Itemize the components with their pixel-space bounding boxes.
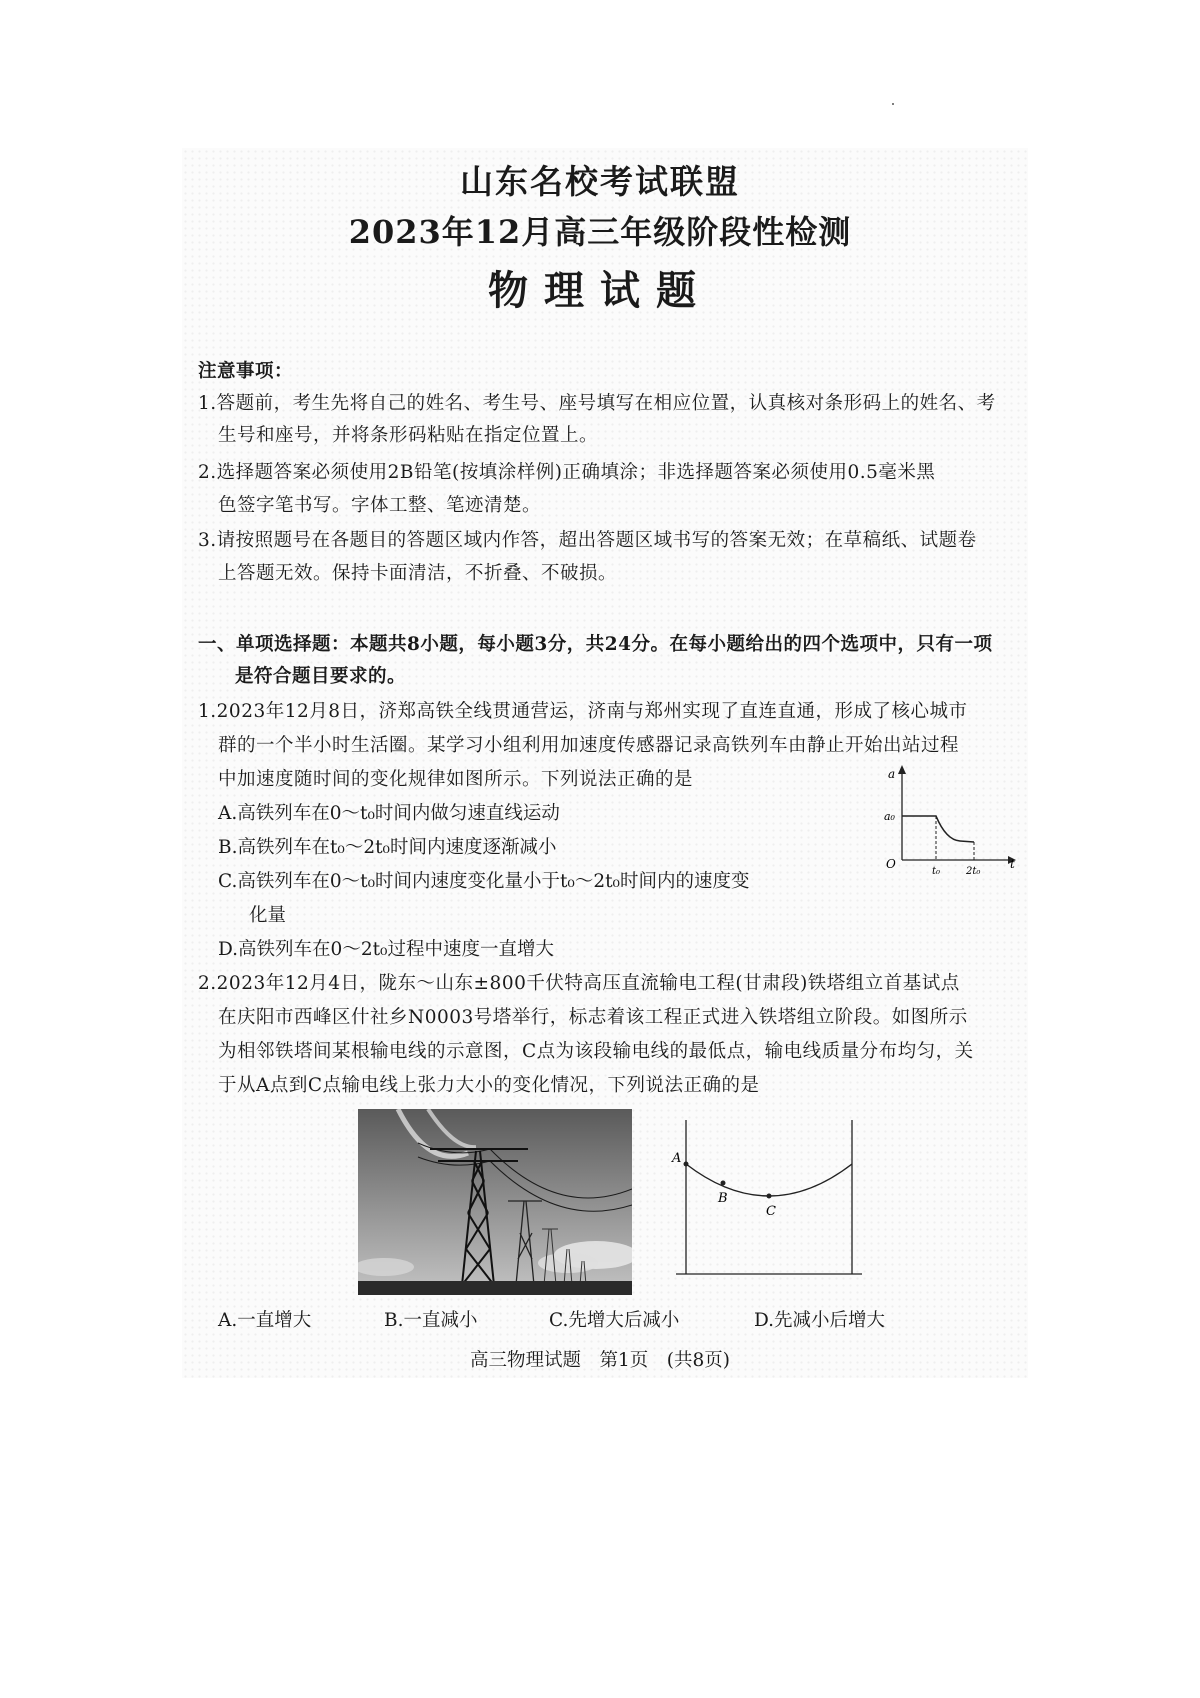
question-1-stem: 群的一个半小时生活圈。某学习小组利用加速度传感器记录高铁列车由静止开始出站过程: [218, 735, 960, 756]
notice-line: 1.答题前，考生先将自己的姓名、考生号、座号填写在相应位置，认真核对条形码上的姓名、考: [198, 393, 996, 414]
q2-option-d: D.先减小后增大: [754, 1310, 886, 1331]
q2-option-a: A.一直增大: [218, 1310, 312, 1331]
notice-heading: 注意事项：: [198, 361, 294, 382]
t0-label: t₀: [932, 866, 941, 877]
q1-option-d: D.高铁列车在0～2t₀过程中速度一直增大: [218, 939, 554, 960]
q1-option-c-cont: 化量: [249, 905, 287, 926]
exam-alliance-title: 山东名校考试联盟: [460, 162, 740, 201]
notice-line: 2.选择题答案必须使用2B铅笔(按填涂样例)正确填涂；非选择题答案必须使用0.5毫米黑: [198, 462, 936, 483]
page-footer: 高三物理试题 第1页 (共8页): [470, 1350, 730, 1371]
notice-line: 色签字笔书写。字体工整、笔迹清楚。: [218, 495, 542, 516]
q2-option-c: C.先增大后减小: [549, 1310, 680, 1331]
t-axis-label: t: [1010, 857, 1015, 871]
a0-label: a₀: [884, 810, 895, 823]
notice-line: 上答题无效。保持卡面清洁，不折叠、不破损。: [218, 563, 618, 584]
q2-option-b: B.一直减小: [384, 1310, 478, 1331]
question-1-stem: 中加速度随时间的变化规律如图所示。下列说法正确的是: [218, 769, 694, 790]
point-a-label: A: [672, 1151, 682, 1166]
q1-option-b: B.高铁列车在t₀～2t₀时间内速度逐渐减小: [218, 837, 557, 858]
acceleration-time-graph: [860, 760, 1020, 878]
acceleration-curve: [902, 816, 974, 842]
notice-line: 生号和座号，并将条形码粘贴在指定位置上。: [218, 425, 599, 446]
notice-line: 3.请按照题号在各题目的答题区域内作答，超出答题区域书写的答案无效；在草稿纸、试题卷: [198, 530, 977, 551]
a-axis-arrow-icon: [898, 765, 906, 774]
q1-option-c: C.高铁列车在0～t₀时间内速度变化量小于t₀～2t₀时间内的速度变: [218, 871, 750, 892]
point-c-dot: [767, 1194, 772, 1199]
point-a-dot: [684, 1162, 689, 1167]
question-2-stem: 为相邻铁塔间某根输电线的示意图，C点为该段输电线的最低点，输电线质量分布均匀，关: [218, 1041, 974, 1062]
2t0-label: 2t₀: [966, 866, 981, 877]
power-tower-photo: [358, 1109, 632, 1295]
q1-option-a: A.高铁列车在0～t₀时间内做匀速直线运动: [218, 803, 560, 824]
a-axis-label: a: [888, 767, 896, 781]
point-b-dot: [721, 1181, 726, 1186]
question-1-stem: 1.2023年12月8日，济郑高铁全线贯通营运，济南与郑州实现了直连直通，形成了核心城市: [198, 701, 968, 722]
cable-curve: [686, 1164, 852, 1196]
question-2-stem: 2.2023年12月4日，陇东～山东±800千伏特高压直流输电工程(甘肃段)铁塔组立首基试点: [198, 973, 960, 994]
transmission-line-diagram: [666, 1108, 866, 1283]
scan-speck: [892, 103, 894, 105]
section-heading: 一、单项选择题：本题共8小题，每小题3分，共24分。在每小题给出的四个选项中，只有一项: [198, 634, 993, 655]
point-c-label: C: [766, 1204, 776, 1219]
subject-title: 物理试题: [488, 267, 712, 314]
point-b-label: B: [718, 1191, 728, 1206]
question-2-stem: 于从A点到C点输电线上张力大小的变化情况，下列说法正确的是: [218, 1075, 760, 1096]
exam-date-title: 2023年12月高三年级阶段性检测: [348, 213, 852, 251]
origin-label: O: [886, 857, 896, 871]
question-2-stem: 在庆阳市西峰区什社乡N0003号塔举行，标志着该工程正式进入铁塔组立阶段。如图所示: [218, 1007, 968, 1028]
section-heading: 是符合题目要求的。: [235, 666, 407, 687]
